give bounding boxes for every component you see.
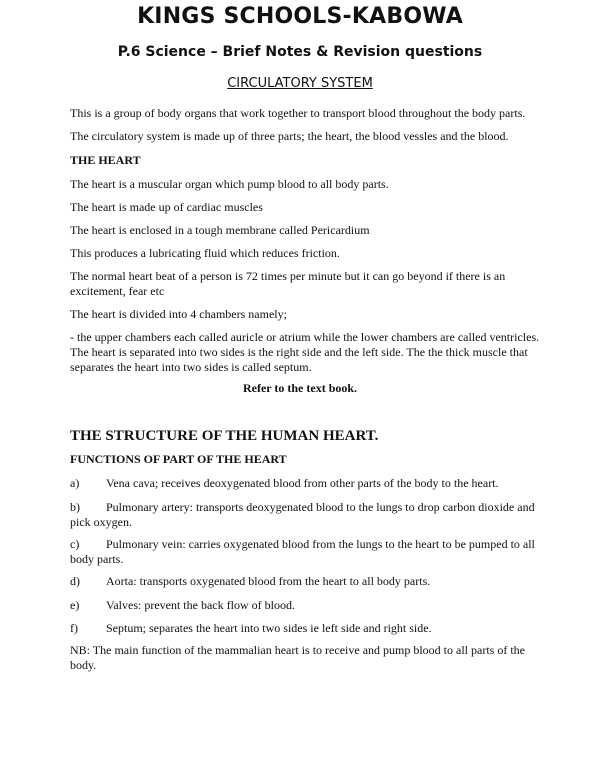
heart-paragraph-7: - the upper chambers each called auricle or atrium while the lower chambers are called ventricles. The heart is separated into two sides is the right side and the left side. The the thick muscle that separates the heart into two sides is called septum. bbox=[70, 330, 540, 374]
item-label: b) bbox=[70, 500, 80, 514]
function-item-b bbox=[70, 500, 540, 530]
item-text: Valves: prevent the back flow of blood. bbox=[106, 598, 295, 612]
heart-paragraph-1: The heart is a muscular organ which pump blood to all body parts. bbox=[70, 177, 389, 191]
item-label: d) bbox=[70, 574, 80, 588]
item-label: f) bbox=[70, 621, 78, 635]
item-text: Pulmonary artery: transports deoxygenated blood to the lungs to drop carbon dioxide and pick oxygen. bbox=[70, 500, 535, 529]
item-label: c) bbox=[70, 537, 80, 551]
structure-heading: THE STRUCTURE OF THE HUMAN HEART. bbox=[70, 428, 379, 444]
intro-paragraph-2: The circulatory system is made up of three parts; the heart, the blood vessles and the blood. bbox=[70, 129, 509, 143]
heart-paragraph-6: The heart is divided into 4 chambers namely; bbox=[70, 307, 287, 321]
item-text: Pulmonary vein: carries oxygenated blood from the lungs to the heart to be pumped to all body parts. bbox=[70, 537, 535, 566]
function-item-f bbox=[70, 621, 540, 636]
item-label: a) bbox=[70, 476, 80, 490]
heart-paragraph-5: The normal heart beat of a person is 72 times per minute but it can go beyond if there is an excitement, fear etc bbox=[70, 269, 506, 298]
heart-paragraph-2: The heart is made up of cardiac muscles bbox=[70, 200, 263, 214]
function-item-d bbox=[70, 574, 540, 589]
school-title: KINGS SCHOOLS-KABOWA bbox=[137, 4, 463, 29]
refer-note: Refer to the text book. bbox=[242, 381, 358, 395]
topic-heading: CIRCULATORY SYSTEM bbox=[227, 76, 373, 91]
intro-paragraph-1: This is a group of body organs that work together to transport blood throughout the body parts. bbox=[70, 106, 526, 120]
heart-paragraph-3: The heart is enclosed in a tough membrane called Pericardium bbox=[70, 223, 370, 237]
item-label: e) bbox=[70, 598, 80, 612]
nb-note: NB: The main function of the mammalian heart is to receive and pump blood to all parts of the body. bbox=[70, 643, 525, 672]
heart-heading: THE HEART bbox=[70, 153, 141, 167]
item-text: Vena cava; receives deoxygenated blood from other parts of the body to the heart. bbox=[106, 476, 499, 490]
item-text: Aorta: transports oxygenated blood from the heart to all body parts. bbox=[106, 574, 431, 588]
function-item-e bbox=[70, 598, 540, 613]
functions-heading: FUNCTIONS OF PART OF THE HEART bbox=[70, 452, 287, 466]
heart-paragraph-4: This produces a lubricating fluid which reduces friction. bbox=[70, 246, 340, 260]
function-item-c bbox=[70, 537, 540, 567]
document-subtitle: P.6 Science – Brief Notes & Revision questions bbox=[117, 44, 483, 60]
function-item-a bbox=[70, 476, 540, 491]
item-text: Septum; separates the heart into two sides ie left side and right side. bbox=[106, 621, 432, 635]
